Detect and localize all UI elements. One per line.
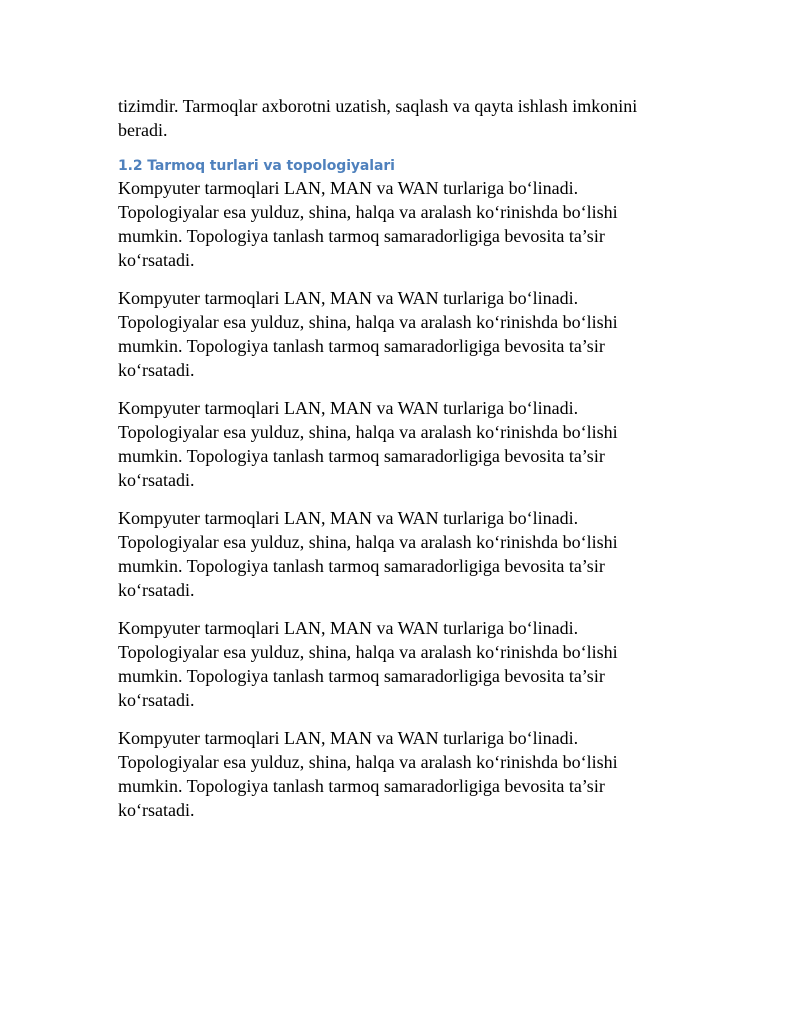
- paragraph-line: mumkin. Topologiya tanlash tarmoq samaradorligiga bevosita ta’sir: [118, 226, 605, 246]
- paragraph-line: Kompyuter tarmoqlari LAN, MAN va WAN turlariga bo‘linadi.: [118, 398, 579, 418]
- paragraph-line: mumkin. Topologiya tanlash tarmoq samaradorligiga bevosita ta’sir: [118, 446, 605, 466]
- body-paragraph: [118, 726, 658, 822]
- paragraph-line: Topologiyalar esa yulduz, shina, halqa va aralash ko‘rinishda bo‘lishi: [118, 202, 618, 222]
- paragraph-line: Topologiyalar esa yulduz, shina, halqa va aralash ko‘rinishda bo‘lishi: [118, 422, 618, 442]
- paragraph-line: Topologiyalar esa yulduz, shina, halqa va aralash ko‘rinishda bo‘lishi: [118, 532, 618, 552]
- paragraph-line: Kompyuter tarmoqlari LAN, MAN va WAN turlariga bo‘linadi.: [118, 178, 579, 198]
- paragraph-line: Kompyuter tarmoqlari LAN, MAN va WAN turlariga bo‘linadi.: [118, 288, 579, 308]
- paragraph-line: mumkin. Topologiya tanlash tarmoq samaradorligiga bevosita ta’sir: [118, 776, 605, 796]
- body-paragraph: [118, 396, 658, 492]
- intro-line: tizimdir. Tarmoqlar axborotni uzatish, saqlash va qayta ishlash imkonini: [118, 96, 638, 116]
- paragraph-line: Kompyuter tarmoqlari LAN, MAN va WAN turlariga bo‘linadi.: [118, 508, 579, 528]
- paragraph-line: ko‘rsatadi.: [118, 800, 195, 820]
- document-body: [118, 94, 658, 822]
- intro-line: beradi.: [118, 120, 168, 140]
- paragraph-line: ko‘rsatadi.: [118, 360, 195, 380]
- body-paragraph: [118, 616, 658, 712]
- paragraph-line: Topologiyalar esa yulduz, shina, halqa va aralash ko‘rinishda bo‘lishi: [118, 312, 618, 332]
- section-heading: 1.2 Tarmoq turlari va topologiyalari: [118, 158, 395, 174]
- paragraph-line: ko‘rsatadi.: [118, 470, 195, 490]
- paragraph-line: mumkin. Topologiya tanlash tarmoq samaradorligiga bevosita ta’sir: [118, 666, 605, 686]
- intro-paragraph: [118, 94, 658, 142]
- paragraph-line: mumkin. Topologiya tanlash tarmoq samaradorligiga bevosita ta’sir: [118, 556, 605, 576]
- body-paragraph: [118, 176, 658, 272]
- paragraph-line: ko‘rsatadi.: [118, 580, 195, 600]
- section-body: [118, 176, 658, 822]
- body-paragraph: [118, 506, 658, 602]
- paragraph-line: ko‘rsatadi.: [118, 690, 195, 710]
- paragraph-line: mumkin. Topologiya tanlash tarmoq samaradorligiga bevosita ta’sir: [118, 336, 605, 356]
- paragraph-line: Kompyuter tarmoqlari LAN, MAN va WAN turlariga bo‘linadi.: [118, 618, 579, 638]
- paragraph-line: Topologiyalar esa yulduz, shina, halqa va aralash ko‘rinishda bo‘lishi: [118, 642, 618, 662]
- paragraph-line: ko‘rsatadi.: [118, 250, 195, 270]
- paragraph-line: Topologiyalar esa yulduz, shina, halqa va aralash ko‘rinishda bo‘lishi: [118, 752, 618, 772]
- paragraph-line: Kompyuter tarmoqlari LAN, MAN va WAN turlariga bo‘linadi.: [118, 728, 579, 748]
- body-paragraph: [118, 286, 658, 382]
